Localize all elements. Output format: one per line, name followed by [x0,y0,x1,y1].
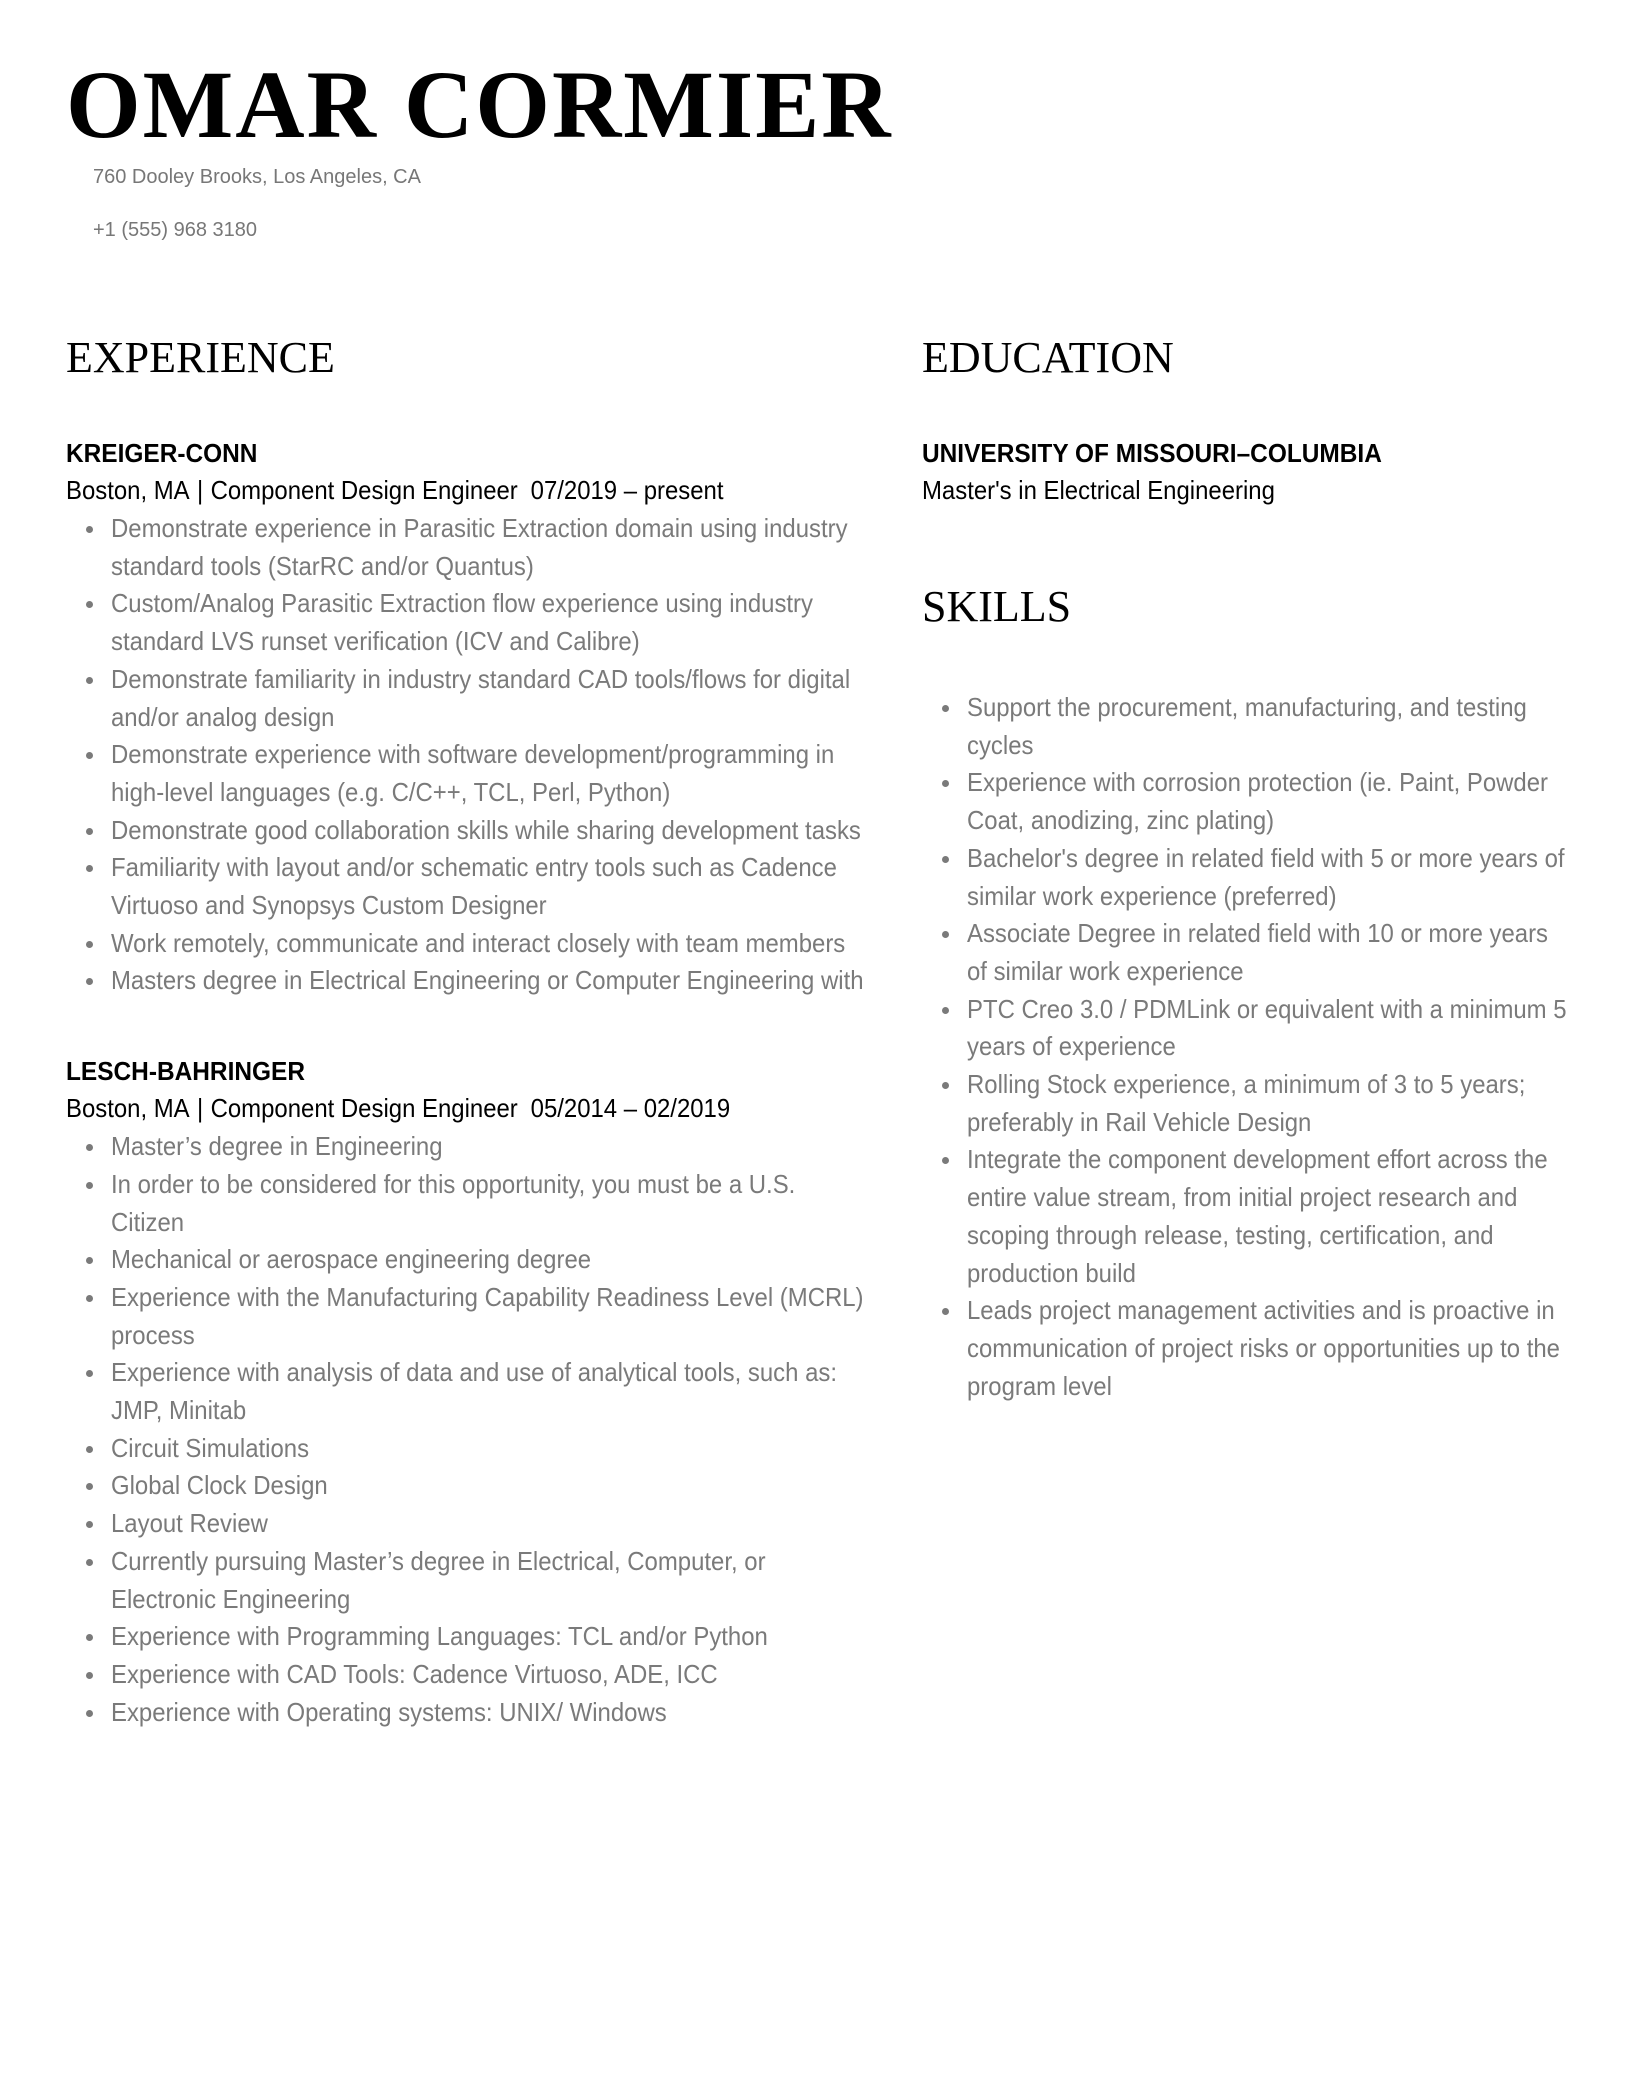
education-entry [922,436,1582,507]
list-item-text: program level [967,1370,1112,1401]
list-item [66,1166,876,1241]
list-item [66,1656,876,1694]
contact-phone: +1 (555) 968 3180 [93,219,258,241]
list-item-text: Citizen [111,1206,185,1237]
right-column [922,328,1582,1405]
list-item [66,1430,876,1468]
list-item-text: Experience with Operating systems: UNIX/ Windows [111,1696,667,1727]
list-item [66,1694,876,1732]
job-entry [66,1054,876,1731]
list-item-text: JMP, Minitab [111,1395,247,1426]
list-item [66,585,876,660]
list-item-text: Demonstrate experience with software development/programming in [111,739,835,770]
candidate-name: OMAR CORMIER [66,51,893,158]
job-meta [66,473,811,507]
list-item-text: Experience with analysis of data and use of analytical tools, such as: [111,1357,837,1388]
list-item-text: scoping through release, testing, certification, and [967,1219,1494,1250]
list-item-text: standard LVS runset verification (ICV and Calibre) [111,626,640,657]
contact-address: 760 Dooley Brooks, Los Angeles, CA [93,166,421,188]
list-item-text: and/or analog design [111,701,335,732]
list-item-text: high-level languages (e.g. C/C++, TCL, Perl, Python) [111,776,671,807]
job-role: Component Design Engineer [210,475,518,505]
list-item-text: preferably in Rail Vehicle Design [967,1106,1312,1137]
list-item-text: Global Clock Design [111,1470,328,1501]
list-item [66,1241,876,1279]
list-item-text: Leads project management activities and is proactive in [967,1295,1555,1326]
list-item-text: Circuit Simulations [111,1432,310,1463]
meta-separator: | [197,1093,204,1124]
list-item-text: Currently pursuing Master’s degree in Electrical, Computer, or [111,1545,766,1576]
job-dates: 07/2019 – present [530,475,724,505]
list-item-text: Experience with the Manufacturing Capability Readiness Level (MCRL) [111,1281,864,1312]
list-item [66,661,876,736]
list-item-text: Masters degree in Electrical Engineering or Computer Engineering with [111,965,864,996]
list-item [922,915,1582,990]
list-item-text: In order to be considered for this opportunity, you must be a U.S. [111,1168,796,1199]
job-company: KREIGER-CONN [66,438,258,468]
list-item-text: Support the procurement, manufacturing, and testing [967,692,1527,722]
skills-heading: SKILLS [922,582,1072,631]
list-item [922,1066,1582,1141]
list-item [922,764,1582,839]
list-item [922,689,1582,764]
job-dates: 05/2014 – 02/2019 [530,1093,731,1124]
education-heading: EDUCATION [922,333,1174,382]
list-item-text: Demonstrate good collaboration skills while sharing development tasks [111,814,861,845]
list-item-text: years of experience [967,1031,1176,1062]
education-degree: Master's in Electrical Engineering [922,475,1275,505]
list-item [66,1543,876,1618]
list-item-text: Virtuoso and Synopsys Custom Designer [111,890,547,921]
list-item [66,849,876,924]
meta-separator: | [197,475,204,505]
list-item-text: Electronic Engineering [111,1583,351,1614]
list-item [66,510,876,585]
list-item-text: PTC Creo 3.0 / PDMLink or equivalent with a minimum 5 [967,993,1567,1024]
list-item-text: communication of project risks or opportunities up to the [967,1332,1560,1363]
list-item-text: Work remotely, communicate and interact closely with team members [111,927,846,958]
list-item-text: Experience with CAD Tools: Cadence Virtuoso, ADE, ICC [111,1658,718,1689]
experience-heading: EXPERIENCE [66,333,335,382]
list-item [66,1467,876,1505]
list-item-text: Demonstrate familiarity in industry standard CAD tools/flows for digital [111,663,851,694]
list-item-text: similar work experience (preferred) [967,880,1337,911]
list-item-text: Layout Review [111,1508,268,1539]
list-item-text: Experience with Programming Languages: TCL and/or Python [111,1621,768,1652]
list-item-text: cycles [967,729,1034,760]
job-bullets [66,510,876,1000]
list-item [66,736,876,811]
list-item [922,991,1582,1066]
list-item [66,925,876,963]
education-school: UNIVERSITY OF MISSOURI–COLUMBIA [922,438,1382,468]
job-location: Boston, MA [66,1093,190,1124]
list-item-text: Integrate the component development effort across the [967,1144,1548,1175]
job-company: LESCH-BAHRINGER [66,1056,305,1087]
list-item-text: production build [967,1257,1136,1288]
job-role: Component Design Engineer [210,1093,518,1124]
list-item-text: standard tools (StarRC and/or Quantus) [111,550,534,581]
list-item-text: Custom/Analog Parasitic Extraction flow experience using industry [111,588,813,619]
list-item [66,1279,876,1354]
list-item-text: Associate Degree in related field with 10 or more years [967,918,1549,949]
list-item [66,962,876,1000]
list-item [66,1505,876,1543]
list-item [66,812,876,850]
list-item [66,1128,876,1166]
job-meta [66,1091,811,1125]
job-entry [66,436,876,1000]
list-item-text: Experience with corrosion protection (ie. Paint, Powder [967,767,1549,798]
skills-list [922,689,1582,1405]
experience-section [66,328,876,1731]
job-bullets [66,1128,876,1731]
list-item-text: Master’s degree in Engineering [111,1131,443,1162]
list-item [922,840,1582,915]
list-item-text: Demonstrate experience in Parasitic Extraction domain using industry [111,513,848,543]
list-item-text: process [111,1319,195,1350]
list-item [922,1292,1582,1405]
list-item [66,1618,876,1656]
list-item [66,1354,876,1429]
list-item-text: Rolling Stock experience, a minimum of 3 to 5 years; [967,1069,1526,1100]
list-item-text: Coat, anodizing, zinc plating) [967,805,1275,836]
list-item-text: of similar work experience [967,955,1244,986]
list-item-text: Familiarity with layout and/or schematic entry tools such as Cadence [111,852,837,883]
list-item-text: Bachelor's degree in related field with 5 or more years of [967,842,1565,873]
list-item [922,1141,1582,1292]
list-item-text: entire value stream, from initial project research and [967,1182,1518,1213]
job-location: Boston, MA [66,475,190,505]
list-item-text: Mechanical or aerospace engineering degree [111,1244,592,1275]
